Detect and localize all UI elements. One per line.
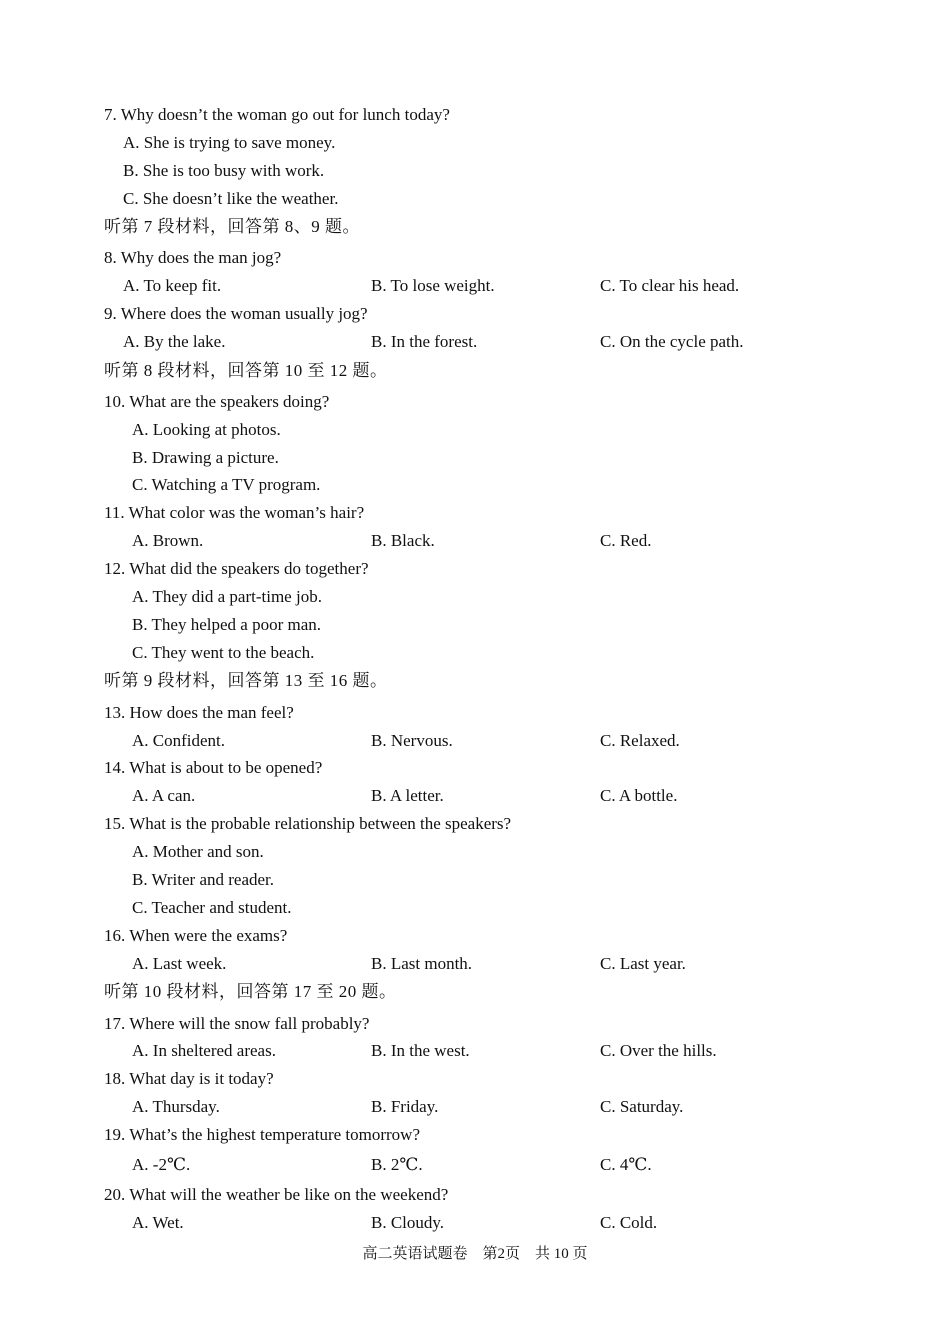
option-b: B. Last month. [371, 954, 473, 973]
option-c: C. On the cycle path. [600, 332, 744, 351]
option-text: B. Writer and reader. [132, 870, 275, 889]
question-text: 11. What color was the woman’s hair? [104, 503, 365, 522]
option-a: A. A can. [132, 786, 196, 805]
option-a: A. Brown. [132, 531, 204, 550]
option-b: B. Nervous. [371, 731, 453, 750]
question-text: 7. Why doesn’t the woman go out for lunch today? [104, 105, 450, 124]
option-a: A. Last week. [132, 954, 227, 973]
option-a: A. By the lake. [123, 332, 226, 351]
option-text: C. They went to the beach. [132, 643, 315, 662]
question-text: 14. What is about to be opened? [104, 758, 323, 777]
option-c: C. Relaxed. [600, 731, 680, 750]
option-b: B. 2℃. [371, 1155, 423, 1174]
question-text: 18. What day is it today? [104, 1069, 274, 1088]
question-text: 19. What’s the highest temperature tomorrow? [104, 1125, 420, 1144]
option-c: C. Saturday. [600, 1097, 684, 1116]
option-a: A. In sheltered areas. [132, 1041, 276, 1060]
option-b: B. To lose weight. [371, 276, 495, 295]
option-c: C. Cold. [600, 1213, 658, 1232]
option-text: C. Teacher and student. [132, 898, 292, 917]
section-instruction: 听第 8 段材料，回答第 10 至 12 题。 [104, 361, 388, 380]
question-text: 9. Where does the woman usually jog? [104, 304, 368, 323]
option-b: B. Black. [371, 531, 435, 550]
option-c: C. Last year. [600, 954, 686, 973]
page-footer: 高二英语试题卷 第2页 共 10 页 [362, 1246, 588, 1262]
question-text: 20. What will the weather be like on the weekend? [104, 1185, 449, 1204]
option-text: C. She doesn’t like the weather. [123, 189, 339, 208]
option-c: C. To clear his head. [600, 276, 740, 295]
option-text: A. Looking at photos. [132, 420, 281, 439]
option-text: A. Mother and son. [132, 842, 264, 861]
question-text: 16. When were the exams? [104, 926, 288, 945]
question-text: 15. What is the probable relationship between the speakers? [104, 814, 512, 833]
option-a: A. To keep fit. [123, 276, 222, 295]
option-c: C. Over the hills. [600, 1041, 717, 1060]
option-a: A. Wet. [132, 1213, 184, 1232]
option-b: B. Cloudy. [371, 1213, 445, 1232]
option-c: C. 4℃. [600, 1155, 652, 1174]
option-text: B. Drawing a picture. [132, 448, 279, 467]
section-instruction: 听第 10 段材料，回答第 17 至 20 题。 [104, 982, 397, 1001]
question-text: 8. Why does the man jog? [104, 248, 282, 267]
option-b: B. Friday. [371, 1097, 439, 1116]
section-instruction: 听第 7 段材料，回答第 8、9 题。 [104, 217, 360, 236]
option-a: A. Confident. [132, 731, 226, 750]
option-a: A. -2℃. [132, 1155, 191, 1174]
option-b: B. In the west. [371, 1041, 470, 1060]
option-b: B. In the forest. [371, 332, 478, 351]
question-text: 12. What did the speakers do together? [104, 559, 369, 578]
question-text: 10. What are the speakers doing? [104, 392, 330, 411]
option-text: C. Watching a TV program. [132, 475, 321, 494]
option-text: A. They did a part-time job. [132, 587, 322, 606]
option-c: C. Red. [600, 531, 652, 550]
question-text: 13. How does the man feel? [104, 703, 294, 722]
option-a: A. Thursday. [132, 1097, 220, 1116]
option-text: B. She is too busy with work. [123, 161, 325, 180]
option-c: C. A bottle. [600, 786, 678, 805]
question-text: 17. Where will the snow fall probably? [104, 1014, 370, 1033]
section-instruction: 听第 9 段材料，回答第 13 至 16 题。 [104, 671, 388, 690]
option-b: B. A letter. [371, 786, 444, 805]
option-text: B. They helped a poor man. [132, 615, 322, 634]
option-text: A. She is trying to save money. [123, 133, 336, 152]
